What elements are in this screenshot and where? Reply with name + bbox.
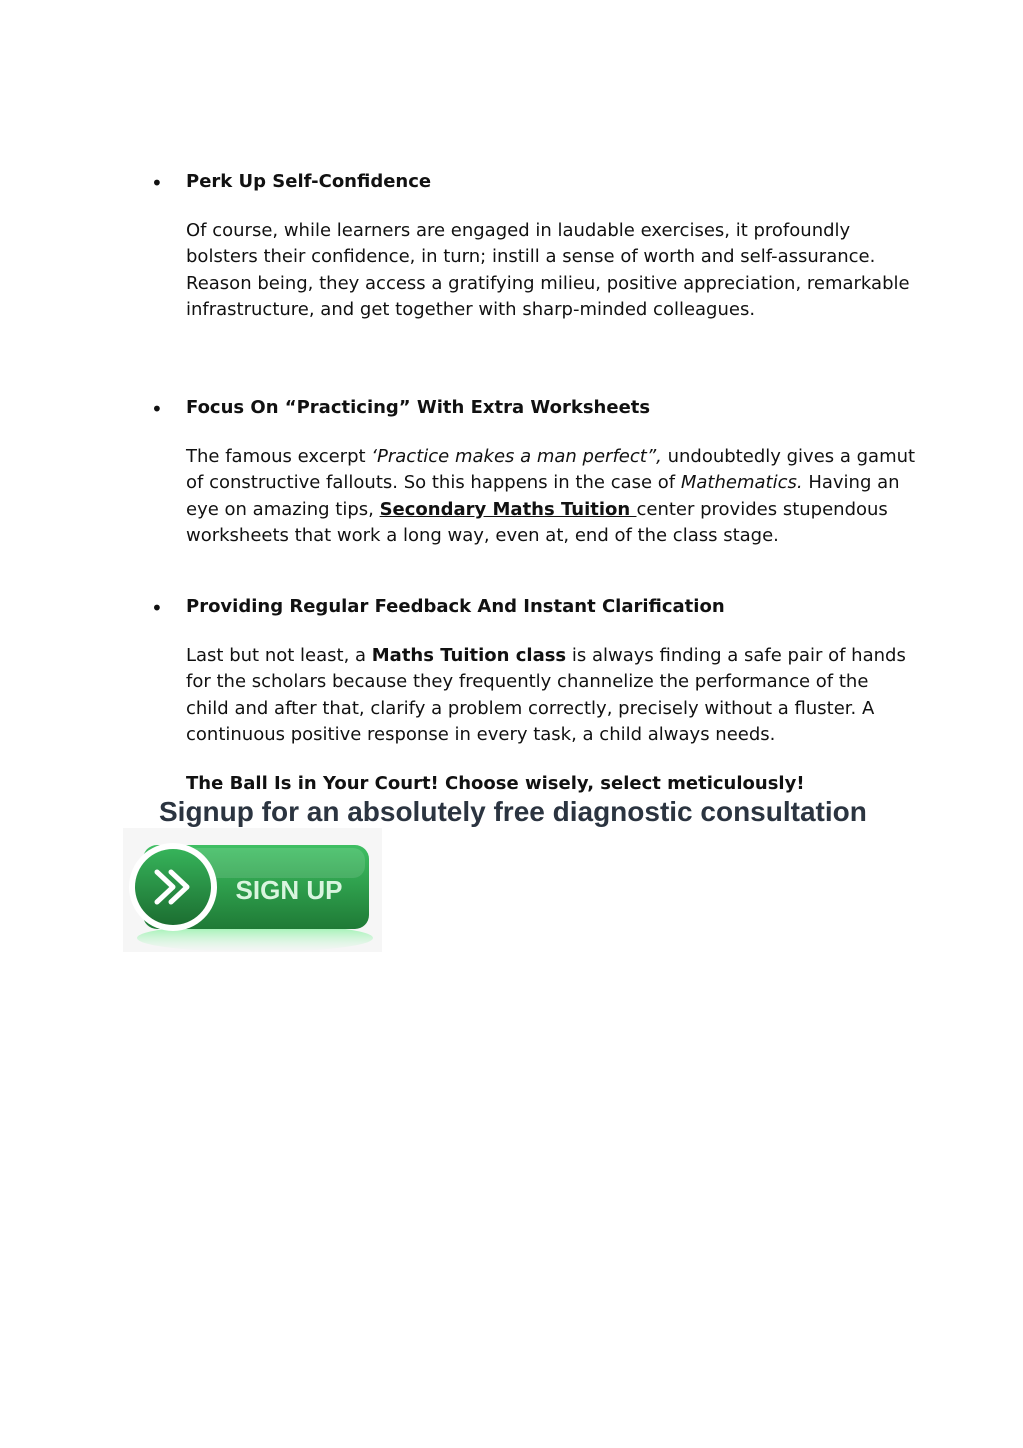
paragraph-line — [186, 444, 916, 470]
section-heading: Providing Regular Feedback And Instant Clarification — [186, 596, 725, 617]
signup-button-graphic — [123, 828, 382, 952]
paragraph-line: worksheets that work a long way, even at, end of the class stage. — [186, 524, 779, 546]
secondary-maths-tuition-link[interactable]: Secondary Maths Tuition — [379, 498, 637, 520]
paragraph-line — [186, 643, 906, 669]
callout-text: The Ball Is in Your Court! Choose wisely, select meticulously! — [186, 773, 805, 794]
text-run: The famous excerpt — [186, 446, 372, 467]
signup-button-label: SIGN UP — [235, 875, 343, 905]
text-run: is always finding a safe pair of hands — [566, 645, 906, 666]
section-paragraph — [186, 444, 916, 549]
signup-button[interactable] — [123, 828, 382, 952]
quote-text: ‘Practice makes a man perfect”, — [371, 446, 662, 467]
text-run: center provides stupendous — [636, 498, 888, 520]
paragraph-line: infrastructure, and get together with sharp-minded colleagues. — [186, 298, 756, 320]
bullet-marker: • — [151, 397, 163, 421]
section-heading: Perk Up Self-Confidence — [186, 171, 432, 192]
section-heading: Focus On “Practicing” With Extra Worksheets — [186, 397, 651, 418]
text-run: Last but not least, a — [186, 645, 372, 666]
paragraph-line: for the scholars because they frequently channelize the performance of the — [186, 671, 869, 693]
paragraph-line: Of course, while learners are engaged in laudable exercises, it profoundly — [186, 220, 851, 241]
text-run: of constructive fallouts. So this happens in the case of — [186, 472, 681, 494]
emphasis-text: Mathematics. — [680, 472, 803, 494]
bullet-marker: • — [151, 171, 163, 195]
section-paragraph — [186, 218, 910, 323]
paragraph-line — [186, 470, 906, 496]
bullet-marker: • — [151, 596, 163, 620]
paragraph-line: Reason being, they access a gratifying milieu, positive appreciation, remarkable — [186, 272, 910, 294]
signup-heading: Signup for an absolutely free diagnostic consultation — [159, 796, 867, 827]
paragraph-line: child and after that, clarify a problem correctly, precisely without a fluster. A — [186, 697, 875, 719]
paragraph-line — [186, 497, 906, 523]
text-run: Having an — [802, 472, 900, 494]
text-run: undoubtedly gives a gamut — [661, 446, 916, 467]
bold-text: Maths Tuition class — [371, 645, 567, 666]
paragraph-line: continuous positive response in every task, a child always needs. — [186, 723, 776, 745]
text-run: eye on amazing tips, — [186, 498, 380, 520]
paragraph-line: bolsters their confidence, in turn; instill a sense of worth and self-assurance. — [186, 246, 876, 268]
section-paragraph — [186, 643, 906, 748]
